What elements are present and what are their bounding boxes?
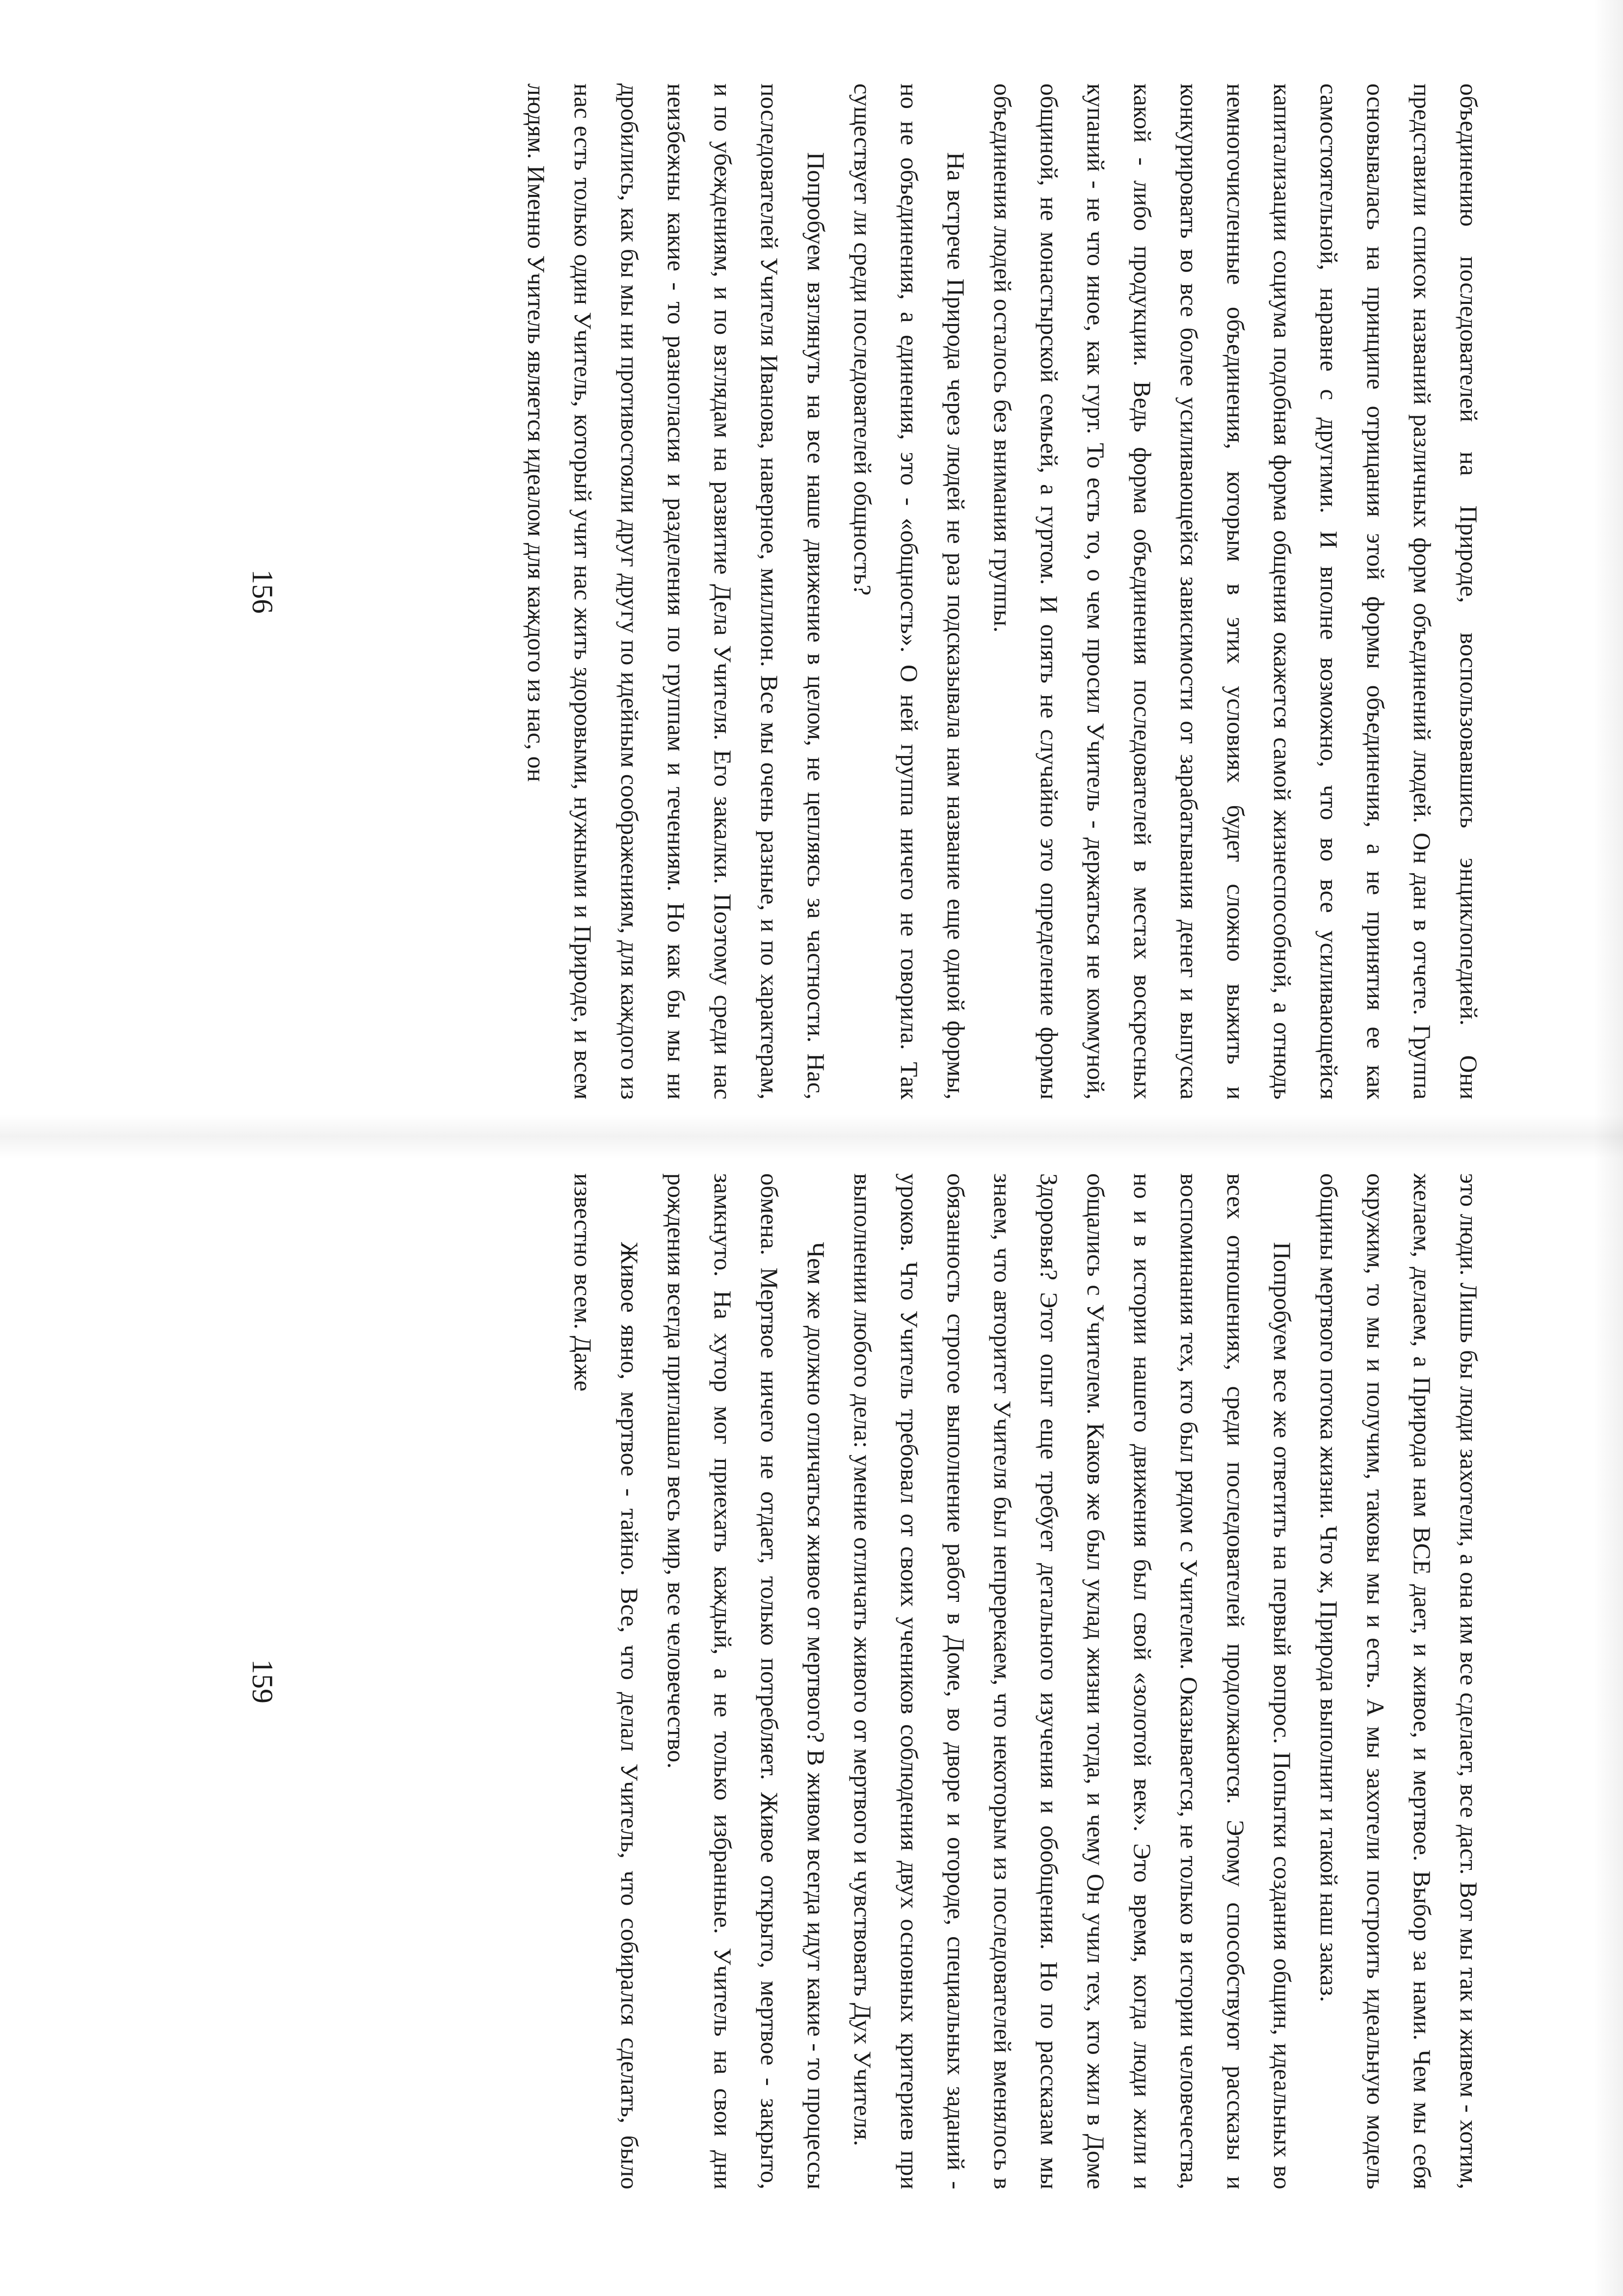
spine-fold <box>0 1114 1623 1159</box>
page-156-text <box>412 83 1492 1100</box>
book-page-156 <box>226 83 1492 1100</box>
paragraph: Чем же должно отличаться живое от мертвого? В живом всегда идут какие - то процессы обмена. Мертвое ничего не отдает, только потребляет. Живое открыто, мертвое - закрыто, замкнуто. На хутор мог приехать каждый, а не только избранные. Учитель на свои дни рождения всегда приглашал весь мир, все человечество. <box>663 1173 830 2189</box>
paragraph: Попробуем взглянуть на все наше движение в целом, не цепляясь за частности. Нас, последователей Учителя Иванова, наверное, миллион. Все мы очень разные, и по характерам, и по убеждениям, и по взглядам на развитие Дела Учителя. Его закалки. Поэтому среди нас неизбежны какие - то разногласия и разделения по группам и течениям. Но как бы мы ни дробились, как бы мы ни противостояли друг другу по идейным соображениям, для каждого из нас есть только один Учитель, который учит нас жить здоровыми, нужными и Природе, и всем людям. Именно Учитель является идеалом для каждого из нас, он <box>523 83 830 1100</box>
paragraph: На встрече Природа через людей не раз подсказывала нам название еще одной формы, но не объединения, а единения, это - «общность». О ней группа ничего не говорила. Так существует ли среди последователей общность? <box>849 83 970 1100</box>
page-number: 159 <box>246 1659 279 1703</box>
book-page-159 <box>226 1173 1492 2189</box>
paragraph: объединению последователей на Природе, воспользовавшись энциклопедией. Они представили список названий различных форм объединений людей. Он дан в отчете. Группа основывалась на принципе отрицания этой формы объединения, а не принятия ее как самостоятельной, наравне с другими. И вполне возможно, что во все усиливающейся капитализации социума подобная форма общения окажется самой жизнеспособной, а отнюдь немногочисленные объединения, которым в этих условиях будет сложно выжить и конкурировать во все более усиливающейся зависимости от зарабатывания денег и выпуска какой - либо продукции. Ведь форма объединения последователей в местах воскресных купаний - не что иное, как гурт. То есть то, о чем просил Учитель - держаться не коммуной, общиной, не монастырской семьей, а гуртом. И опять не случайно это определение формы объединения людей осталось без внимания группы. <box>989 83 1483 1100</box>
paragraph: Попробуем все же ответить на первый вопрос. Попытки создания общин, идеальных во всех отношениях, среди последователей продолжаются. Этому способствуют рассказы и воспоминания тех, кто был рядом с Учителем. Оказывается, не только в истории человечества, но и в истории нашего движения был свой «золотой век». Это время, когда люди жили и общались с Учителем. Каков же был уклад жизни тогда, и чему Он учил тех, кто жил в Доме Здоровья? Этот опыт еще требует детального изучения и обобщения. Но по рассказам мы знаем, что авторитет Учителя был непререкаем, что некоторым из последователей вменялось в обязанность строгое выполнение работ в Доме, во дворе и огороде, специальных заданий - уроков. Что Учитель требовал от своих учеников соблюдения двух основных критериев при выполнении любого дела: умение отличать живого от мертвого и чувствовать Дух Учителя. <box>849 1173 1296 2189</box>
page-edge-shadow <box>1594 0 1623 2296</box>
page-number: 156 <box>246 569 279 614</box>
page-159-text <box>412 1173 1492 2189</box>
paragraph: это люди. Лишь бы люди захотели, а она им все сделает, все даст. Вот мы так и живем - хотим, желаем, делаем, а Природа нам ВСЕ дает, и живое, и мертвое. Выбор за нами. Чем мы себя окружим, то мы и получим, таковы мы и есть. А мы захотели построить идеальную модель общины мертвого потока жизни. Что ж, Природа выполнит и такой наш заказ. <box>1315 1173 1483 2189</box>
paragraph: Живое явно, мертвое - тайно. Все, что делал Учитель, что собирался сделать, было известно всем. Даже <box>569 1173 643 2189</box>
